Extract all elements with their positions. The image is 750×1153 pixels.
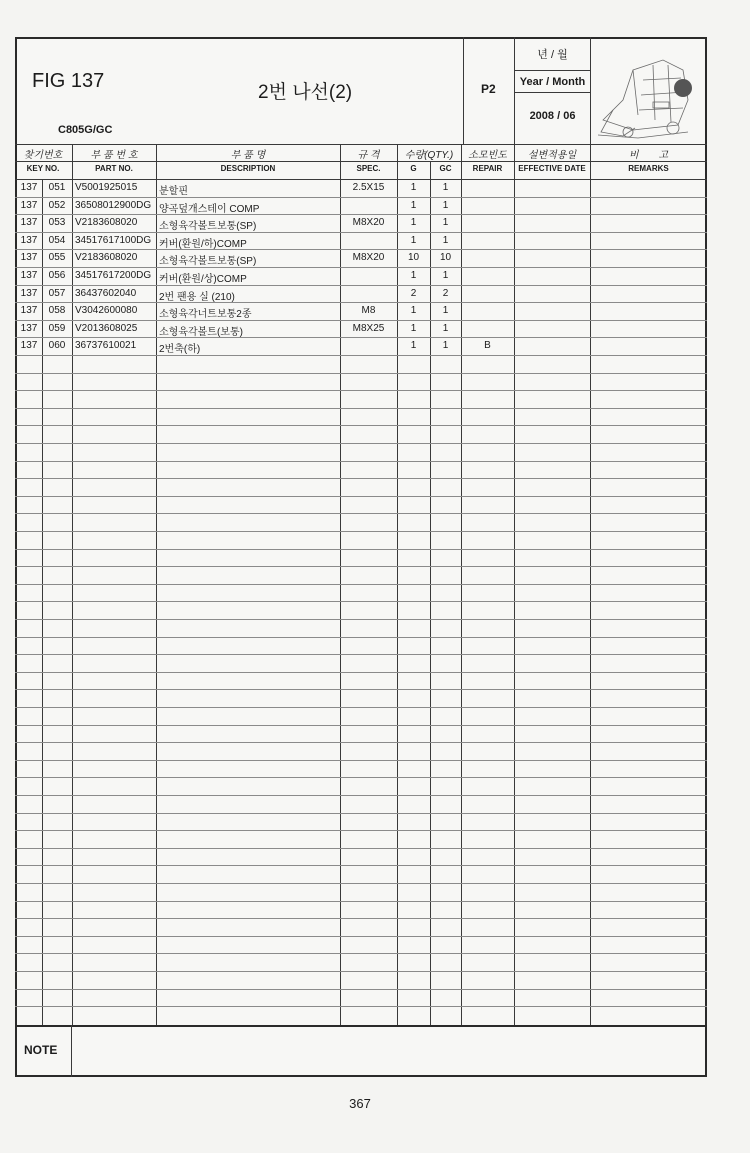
row-key-cell: 055 [48, 252, 66, 263]
row-desc-cell: 소형육각볼트보통(SP) [159, 221, 257, 232]
column-header-bottom-line [15, 179, 707, 180]
table-row-line [15, 214, 707, 215]
column-header-spec: SPEC. [356, 164, 381, 173]
row-part-cell: V3042600080 [75, 305, 138, 316]
row-desc-cell: 2번 팬용 실 (210) [159, 292, 235, 303]
table-row-line [15, 936, 707, 937]
table-row-line [15, 302, 707, 303]
table-row-line [15, 971, 707, 972]
year-month-label-kr: 년 / 월 [537, 49, 568, 61]
table-row-line [15, 337, 707, 338]
row-spec-cell: M8 [361, 305, 376, 316]
column-header-part-kr: 부 품 번 호 [90, 150, 138, 161]
header-divider [514, 70, 590, 71]
row-part-cell: V2183608020 [75, 252, 138, 263]
header-divider [590, 37, 591, 145]
row-key-cell: 059 [48, 323, 66, 334]
column-header-repair-kr: 소모빈도 [468, 150, 507, 161]
row-fig-cell: 137 [20, 235, 38, 246]
table-row-line [15, 707, 707, 708]
row-gc-cell: 1 [442, 323, 449, 334]
row-g-cell: 1 [410, 182, 417, 193]
row-fig-cell: 137 [20, 323, 38, 334]
table-row-line [15, 566, 707, 567]
row-gc-cell: 1 [442, 182, 449, 193]
table-row-line [15, 883, 707, 884]
row-key-cell: 052 [48, 200, 66, 211]
table-row-line [15, 320, 707, 321]
table-row-line [15, 654, 707, 655]
table-row-line [15, 813, 707, 814]
table-row-line [15, 496, 707, 497]
row-fig-cell: 137 [20, 217, 38, 228]
header-bottom-line [15, 144, 707, 145]
row-part-cell: 36737610021 [75, 340, 137, 351]
page-code: P2 [481, 82, 496, 96]
table-row-line [15, 760, 707, 761]
table-row-line [15, 865, 707, 866]
row-gc-cell: 1 [442, 235, 449, 246]
column-header-qty-g: G [410, 164, 417, 173]
table-row-line [15, 249, 707, 250]
row-key-cell: 058 [48, 305, 66, 316]
column-header-description-kr: 부 품 명 [230, 150, 266, 161]
column-header-effective-date: EFFECTIVE DATE [518, 164, 586, 173]
row-gc-cell: 1 [442, 305, 449, 316]
table-row-line [15, 848, 707, 849]
row-spec-cell: M8X20 [352, 217, 385, 228]
row-desc-cell: 커버(환원/상)COMP [159, 274, 247, 285]
table-row-line [15, 601, 707, 602]
column-header-repair: REPAIR [472, 164, 503, 173]
note-label: NOTE [24, 1043, 58, 1057]
table-row-line [15, 637, 707, 638]
table-row-line [15, 742, 707, 743]
column-header-remarks: REMARKS [628, 164, 669, 173]
row-g-cell: 1 [410, 340, 417, 351]
page-number: 367 [349, 1096, 371, 1111]
table-row-line [15, 549, 707, 550]
parts-list-frame [15, 37, 707, 1077]
row-gc-cell: 1 [442, 340, 449, 351]
column-header-description: DESCRIPTION [220, 164, 276, 173]
row-fig-cell: 137 [20, 340, 38, 351]
table-row-line [15, 408, 707, 409]
row-desc-cell: 소형육각볼트(보통) [159, 327, 243, 338]
row-key-cell: 060 [48, 340, 66, 351]
row-g-cell: 1 [410, 217, 417, 228]
row-key-cell: 054 [48, 235, 66, 246]
row-desc-cell: 커버(환원/하)COMP [159, 239, 247, 250]
column-header-remarks-kr: 비 고 [628, 150, 669, 161]
row-fig-cell: 137 [20, 288, 38, 299]
year-month-value: 2008 / 06 [529, 110, 576, 122]
table-row-line [15, 918, 707, 919]
table-row-line [15, 989, 707, 990]
row-key-cell: 051 [48, 182, 66, 193]
row-desc-cell: 소형육각볼트보통(SP) [159, 256, 257, 267]
row-gc-cell: 1 [442, 217, 449, 228]
table-row-line [15, 584, 707, 585]
table-row-line [15, 285, 707, 286]
row-fig-cell: 137 [20, 270, 38, 281]
row-gc-cell: 2 [442, 288, 449, 299]
row-desc-cell: 양곡덮개스테이 COMP [159, 204, 260, 215]
column-header-part: PART NO. [95, 164, 133, 173]
row-key-cell: 053 [48, 217, 66, 228]
row-part-cell: 34517617100DG [75, 235, 152, 246]
table-row-line [15, 830, 707, 831]
table-row-line [15, 619, 707, 620]
table-row-line [15, 373, 707, 374]
row-gc-cell: 1 [442, 270, 449, 281]
table-row-line [15, 689, 707, 690]
row-fig-cell: 137 [20, 182, 38, 193]
row-g-cell: 1 [410, 200, 417, 211]
row-gc-cell: 10 [439, 252, 452, 263]
table-row-line [15, 901, 707, 902]
row-g-cell: 1 [410, 305, 417, 316]
table-row-line [15, 531, 707, 532]
table-row-line [15, 513, 707, 514]
row-g-cell: 1 [410, 323, 417, 334]
row-repair-cell: B [484, 340, 491, 351]
table-row-line [15, 672, 707, 673]
table-row-line [15, 953, 707, 954]
row-fig-cell: 137 [20, 200, 38, 211]
table-row-line [15, 267, 707, 268]
row-desc-cell: 분할핀 [159, 186, 188, 197]
header-divider [514, 92, 590, 93]
row-spec-cell: 2.5X15 [352, 182, 385, 193]
row-g-cell: 1 [410, 235, 417, 246]
column-header-divider [15, 161, 707, 162]
table-row-line [15, 725, 707, 726]
column-header-qty-kr: 수량(QTY.) [404, 150, 454, 161]
row-part-cell: V2013608025 [75, 323, 138, 334]
row-g-cell: 1 [410, 270, 417, 281]
column-header-qty-gc: GC [439, 164, 452, 173]
column-header-key: KEY NO. [26, 164, 60, 173]
row-part-cell: 34517617200DG [75, 270, 152, 281]
column-header-spec-kr: 규 격 [357, 150, 380, 161]
row-part-cell: 36508012900DG [75, 200, 152, 211]
table-row-line [15, 390, 707, 391]
row-spec-cell: M8X25 [352, 323, 385, 334]
model-code: C805G/GC [58, 124, 113, 136]
table-row-line [15, 461, 707, 462]
page-title: 2번 나선(2) [258, 82, 353, 103]
table-row-line [15, 1006, 707, 1007]
table-row-line [15, 443, 707, 444]
row-part-cell: V2183608020 [75, 217, 138, 228]
row-g-cell: 10 [407, 252, 420, 263]
row-fig-cell: 137 [20, 305, 38, 316]
note-divider [71, 1025, 72, 1077]
figure-number: FIG 137 [32, 70, 105, 92]
row-g-cell: 2 [410, 288, 417, 299]
combine-harvester-illustration [593, 40, 705, 142]
column-header-key-kr: 찾기번호 [23, 150, 63, 161]
year-month-label-en: Year / Month [519, 76, 586, 88]
row-key-cell: 057 [48, 288, 66, 299]
table-row-line [15, 232, 707, 233]
row-part-cell: V5001925015 [75, 182, 138, 193]
table-row-line [15, 795, 707, 796]
table-row-line [15, 197, 707, 198]
row-spec-cell: M8X20 [352, 252, 385, 263]
column-header-effective-date-kr: 설변적용일 [527, 150, 577, 161]
row-fig-cell: 137 [20, 252, 38, 263]
table-row-line [15, 355, 707, 356]
row-desc-cell: 2번축(하) [159, 344, 201, 355]
row-key-cell: 056 [48, 270, 66, 281]
header-divider [463, 37, 464, 145]
note-top-line [15, 1025, 707, 1027]
row-desc-cell: 소형육각너트보통2종 [159, 309, 252, 320]
row-gc-cell: 1 [442, 200, 449, 211]
table-row-line [15, 425, 707, 426]
table-row-line [15, 478, 707, 479]
table-row-line [15, 777, 707, 778]
qty-divider [397, 161, 461, 162]
row-part-cell: 36437602040 [75, 288, 137, 299]
